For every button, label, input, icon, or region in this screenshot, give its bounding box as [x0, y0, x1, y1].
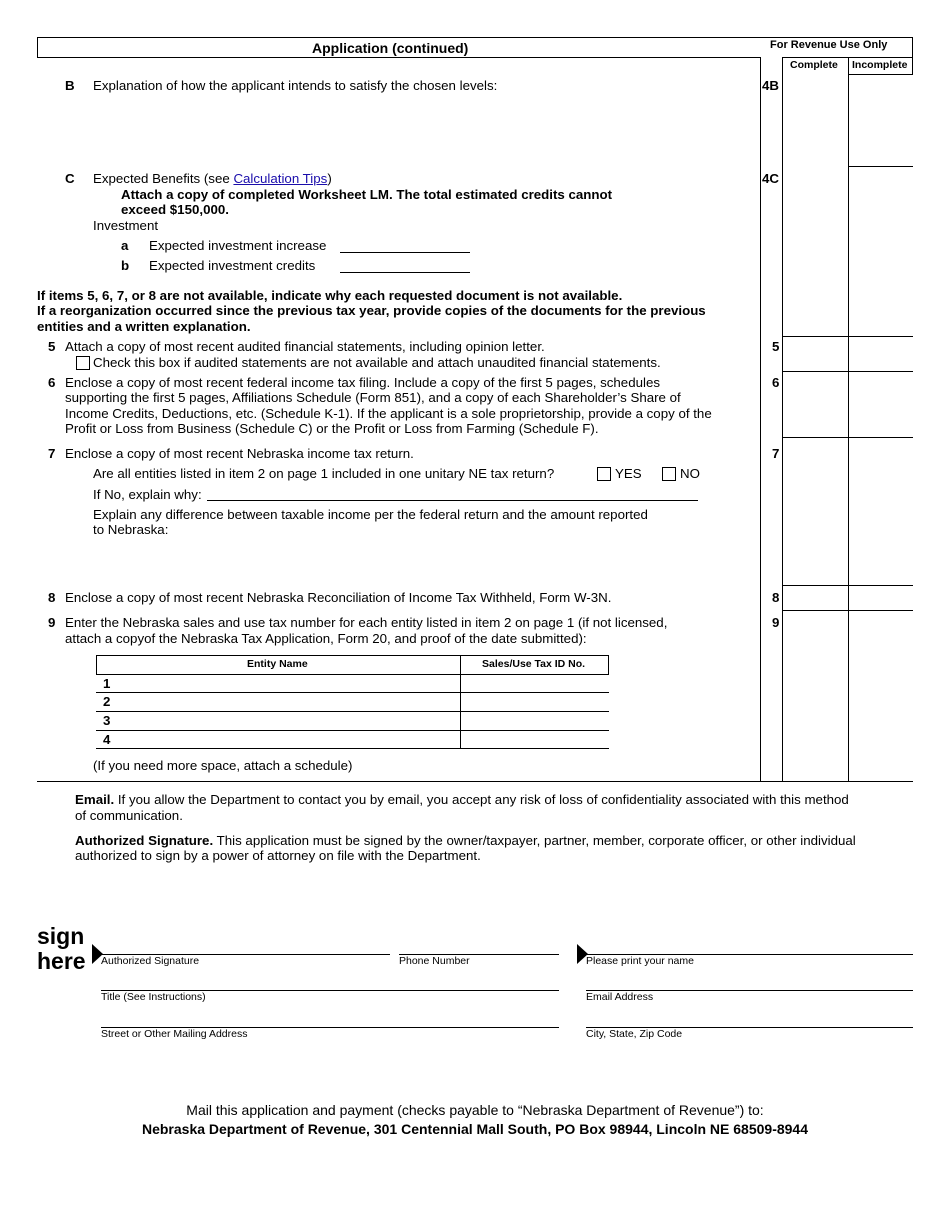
auth-label: Authorized Signature.: [75, 833, 214, 848]
yes-checkbox[interactable]: [597, 467, 611, 481]
unaudited-checkbox[interactable]: [76, 356, 90, 370]
table-row: 1: [103, 676, 111, 691]
item6-num: 6: [48, 375, 56, 390]
tax-id-header: Sales/Use Tax ID No.: [482, 658, 586, 670]
investment-label: Investment: [93, 218, 159, 233]
revenue-use-label: For Revenue Use Only: [770, 39, 888, 51]
entity-table-divider: [460, 655, 461, 749]
investment-increase-input[interactable]: [340, 252, 470, 253]
if-no-explain-input[interactable]: [207, 500, 698, 501]
item6-code: 6: [772, 375, 780, 390]
row-sep-5-top: [782, 336, 913, 337]
section-b-letter: B: [65, 78, 75, 93]
table-row-line[interactable]: [96, 748, 609, 749]
page-title: Application (continued): [312, 40, 469, 56]
header-bottom-border: [37, 57, 760, 58]
col-incomplete-header: Incomplete: [852, 59, 908, 71]
item8-num: 8: [48, 590, 56, 605]
street-address-label: Street or Other Mailing Address: [101, 1028, 248, 1040]
item5-checkbox-text: Check this box if audited statements are not available and attach unaudited financial statements.: [93, 355, 661, 370]
footer-line1: Mail this application and payment (checks payable to “Nebraska Department of Revenue”) to:: [186, 1102, 764, 1118]
item-a-label: Expected investment increase: [149, 238, 327, 253]
section-bottom-line: [37, 781, 913, 782]
item-b-letter: b: [121, 258, 130, 273]
table-row-line[interactable]: [96, 730, 609, 731]
investment-credits-input[interactable]: [340, 272, 470, 273]
item9-line2: attach a copyof the Nebraska Tax Application, Form 20, and proof of the date submitted):: [65, 631, 587, 646]
row-sep-8-top: [782, 585, 913, 586]
authorized-signature-label: Authorized Signature: [101, 955, 200, 967]
item7-question: Are all entities listed in item 2 on page 1 included in one unitary NE tax return?: [93, 466, 555, 481]
sign-word: sign: [37, 923, 85, 949]
auth-text: This application must be signed by the owner/taxpayer, partner, member, corporate officer, or other individual: [213, 833, 856, 848]
table-row-line[interactable]: [96, 692, 609, 693]
item6-line3: Income Credits, Deductions, etc. (Schedule K-1). If the applicant is a sole proprietorship, provide a copy of the: [65, 406, 712, 421]
header-top-border: [37, 37, 913, 38]
if-no-label: If No, explain why:: [93, 487, 202, 502]
notice-line3: entities and a written explanation.: [37, 319, 251, 334]
row-sep-4b: [848, 166, 913, 167]
item9-line1: Enter the Nebraska sales and use tax number for each entity listed in item 2 on page 1 (if not licensed,: [65, 615, 668, 630]
revenue-header-bottom: [848, 74, 913, 75]
item6-line1: Enclose a copy of most recent federal income tax filing. Include a copy of the first 5 pages, schedules: [65, 375, 660, 390]
auth-paragraph-line2: authorized to sign by a power of attorney on file with the Department.: [75, 848, 481, 863]
entity-table-top: [96, 655, 609, 656]
table-row: 4: [103, 732, 111, 747]
entity-table-right: [608, 655, 609, 674]
item6-line2: supporting the first 5 pages, Affiliations Schedule (Form 851), and a copy of each Shareholder’s Share of: [65, 390, 681, 405]
item-b-label: Expected investment credits: [149, 258, 316, 273]
city-state-zip-label: City, State, Zip Code: [586, 1028, 683, 1040]
item9-code: 9: [772, 615, 780, 630]
row-sep-9-top: [782, 610, 913, 611]
item7-num: 7: [48, 446, 56, 461]
print-name-label: Please print your name: [586, 955, 694, 967]
header-right-border: [912, 37, 913, 74]
section-c-attach-line1: Attach a copy of completed Worksheet LM. The total estimated credits cannot: [121, 187, 613, 202]
item5-num: 5: [48, 339, 56, 354]
section-b-text: Explanation of how the applicant intends to satisfy the chosen levels:: [93, 78, 498, 93]
email-address-label: Email Address: [586, 991, 654, 1003]
col-complete-header: Complete: [790, 59, 838, 71]
item8-code: 8: [772, 590, 780, 605]
item-a-letter: a: [121, 238, 129, 253]
section-b-code: 4B: [762, 78, 779, 93]
section-c-text-prefix: Expected Benefits (see: [93, 171, 234, 186]
item7-text: Enclose a copy of most recent Nebraska income tax return.: [65, 446, 414, 461]
header-left-border: [37, 37, 38, 57]
item9-num: 9: [48, 615, 56, 630]
no-label: NO: [680, 466, 700, 481]
email-paragraph-line2: of communication.: [75, 808, 183, 823]
item7-explain-line1: Explain any difference between taxable income per the federal return and the amount reported: [93, 507, 648, 522]
code-column-right: [782, 57, 783, 782]
section-c-letter: C: [65, 171, 75, 186]
email-paragraph-line1: [75, 792, 849, 807]
item7-explain-line2: to Nebraska:: [93, 522, 169, 537]
entity-name-header: Entity Name: [247, 658, 308, 670]
section-c-code: 4C: [762, 171, 779, 186]
item5-code: 5: [772, 339, 780, 354]
here-word: here: [37, 948, 86, 974]
table-row: 3: [103, 713, 111, 728]
item7-code: 7: [772, 446, 780, 461]
entity-table-header-bottom: [96, 674, 609, 675]
title-label: Title (See Instructions): [101, 991, 206, 1003]
table-row: 2: [103, 694, 111, 709]
yes-label: YES: [615, 466, 642, 481]
section-c-attach-line2: exceed $150,000.: [121, 202, 229, 217]
item6-line4: Profit or Loss from Business (Schedule C) or the Profit or Loss from Farming (Schedule F).: [65, 421, 599, 436]
row-sep-6-top: [782, 371, 913, 372]
item8-text: Enclose a copy of most recent Nebraska Reconciliation of Income Tax Withheld, Form W-3N.: [65, 590, 612, 605]
no-checkbox[interactable]: [662, 467, 676, 481]
footer-line2: Nebraska Department of Revenue, 301 Centennial Mall South, PO Box 98944, Lincoln NE 68509-8944: [141, 1121, 808, 1137]
auth-paragraph-line1: [75, 833, 856, 848]
section-c-heading: [93, 171, 332, 186]
entity-table-left: [96, 655, 97, 674]
more-space-note: (If you need more space, attach a schedule): [93, 758, 353, 773]
notice-line1: If items 5, 6, 7, or 8 are not available, indicate why each requested document is not available.: [37, 288, 623, 303]
notice-line2: If a reorganization occurred since the previous tax year, provide copies of the documents for the previous: [37, 303, 706, 318]
email-text: If you allow the Department to contact you by email, you accept any risk of loss of confidentiality associated with this method: [114, 792, 849, 807]
code-column-left: [760, 57, 761, 782]
calculation-tips-link[interactable]: Calculation Tips: [233, 171, 328, 186]
section-c-text-suffix: ): [327, 171, 332, 186]
email-label: Email.: [75, 792, 115, 807]
phone-number-label: Phone Number: [399, 955, 470, 967]
item5-text: Attach a copy of most recent audited financial statements, including opinion letter.: [65, 339, 545, 354]
table-row-line[interactable]: [96, 711, 609, 712]
row-sep-7-top: [782, 437, 913, 438]
